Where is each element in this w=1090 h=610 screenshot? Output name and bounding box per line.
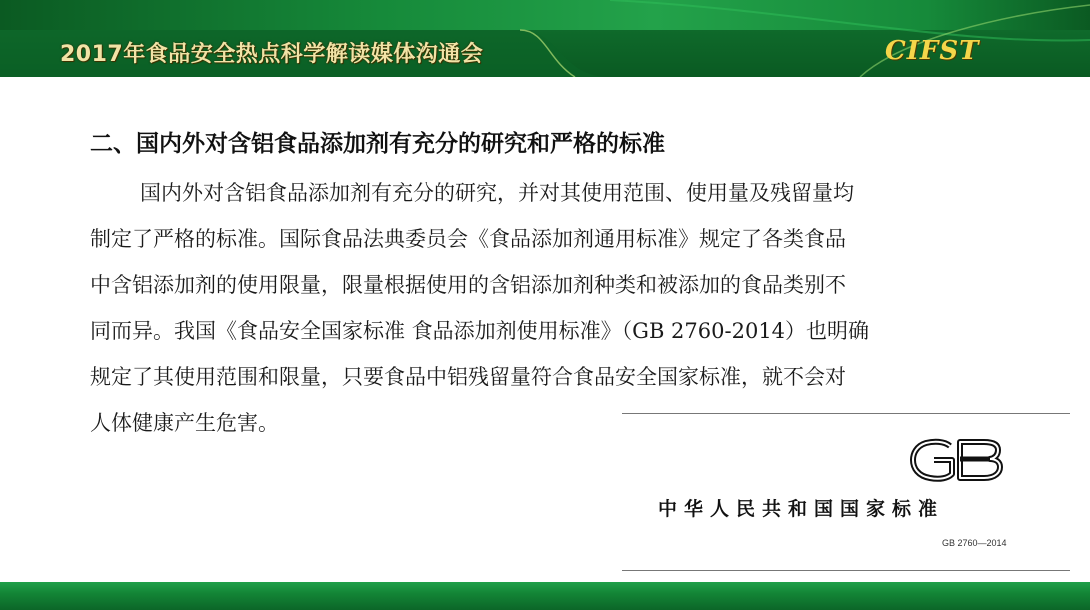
paragraph-line: 制定了严格的标准。国际食品法典委员会《食品添加剂通用标准》规定了各类食品	[90, 227, 846, 251]
paragraph-line: 中含铝添加剂的使用限量，限量根据使用的含铝添加剂种类和被添加的食品类别不	[90, 273, 846, 297]
footer-band	[0, 582, 1090, 610]
header-banner	[0, 0, 1090, 77]
standard-cover-image	[622, 413, 1070, 571]
gb-logo-icon	[910, 438, 1006, 482]
standard-code: GB 2760—2014	[942, 538, 1007, 548]
paragraph-line: 规定了其使用范围和限量，只要食品中铝残留量符合食品安全国家标准，就不会对	[90, 365, 846, 389]
section-heading: 二、国内外对含铝食品添加剂有充分的研究和严格的标准	[90, 131, 665, 157]
header-title: 2017年食品安全热点科学解读媒体沟通会	[60, 42, 484, 67]
standard-org-name: 中华人民共和国国家标准	[658, 498, 945, 520]
cifst-logo: CIFST	[885, 36, 980, 66]
paragraph-line: 人体健康产生危害。	[90, 411, 279, 435]
paragraph-line: 同而异。我国《食品安全国家标准 食品添加剂使用标准》（GB 2760-2014）也明确	[90, 319, 870, 343]
paragraph-line: 国内外对含铝食品添加剂有充分的研究，并对其使用范围、使用量及残留量均	[140, 181, 854, 205]
body-paragraph	[90, 170, 1010, 446]
